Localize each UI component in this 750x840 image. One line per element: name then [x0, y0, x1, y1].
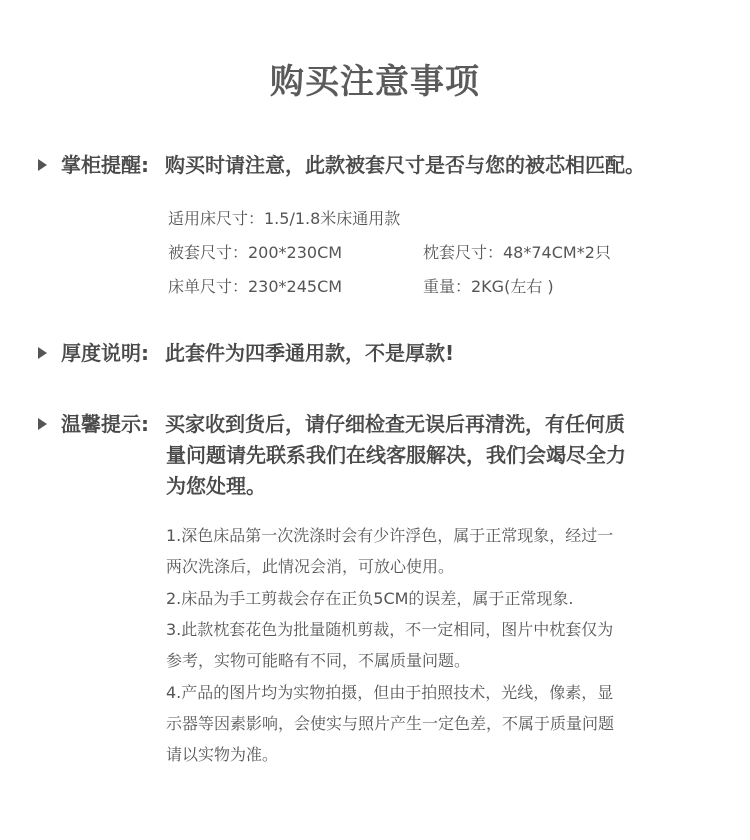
triangle-arrow-icon	[38, 159, 47, 171]
note-line: 两次洗涤后，此情况会消，可放心使用。	[166, 557, 455, 576]
note-line: 示器等因素影响，会使实与照片产生一定色差，不属于质量问题	[166, 714, 615, 733]
reminder-line-3: 为您处理。	[166, 474, 266, 498]
page-title: 购买注意事项	[270, 62, 480, 102]
reminder-line-2: 量问题请先联系我们在线客服解决，我们会竭尽全力	[166, 443, 626, 467]
spec-bed-sheet: 床单尺寸：230*245CM	[168, 277, 343, 296]
note-line: 2.床品为手工剪裁会存在正负5CM的误差，属于正常现象.	[166, 589, 574, 608]
shopkeeper-heading	[61, 150, 645, 180]
spec-weight: 重量：2KG(左右 )	[423, 277, 554, 296]
thickness-label: 厚度说明:	[61, 341, 149, 365]
spec-quilt-cover: 被套尺寸：200*230CM	[168, 243, 343, 262]
note-line: 1.深色床品第一次洗涤时会有少许浮色，属于正常现象，经过一	[166, 526, 614, 545]
reminder-label: 温馨提示:	[61, 412, 149, 436]
reminder-continuation	[166, 440, 686, 502]
reminder-heading	[61, 409, 625, 439]
thickness-text: 此套件为四季通用款，不是厚款!	[165, 341, 455, 365]
spec-fit-bed: 适用床尺寸：1.5/1.8米床通用款	[168, 209, 401, 228]
triangle-arrow-icon	[38, 347, 47, 359]
spec-pillowcase: 枕套尺寸：48*74CM*2只	[423, 243, 611, 262]
note-line: 4.产品的图片均为实物拍摄，但由于拍照技术，光线，像素，显	[166, 683, 614, 702]
note-line: 3.此款枕套花色为批量随机剪裁，不一定相同，图片中枕套仅为	[166, 620, 614, 639]
thickness-heading	[61, 338, 454, 368]
note-line: 参考，实物可能略有不同，不属质量问题。	[166, 651, 471, 670]
triangle-arrow-icon	[38, 418, 47, 430]
shopkeeper-text: 购买时请注意，此款被套尺寸是否与您的被芯相匹配。	[165, 153, 645, 177]
shopkeeper-label: 掌柜提醒:	[61, 153, 149, 177]
note-line: 请以实物为准。	[166, 745, 279, 764]
reminder-line-1: 买家收到货后，请仔细检查无误后再清洗，有任何质	[165, 412, 625, 436]
